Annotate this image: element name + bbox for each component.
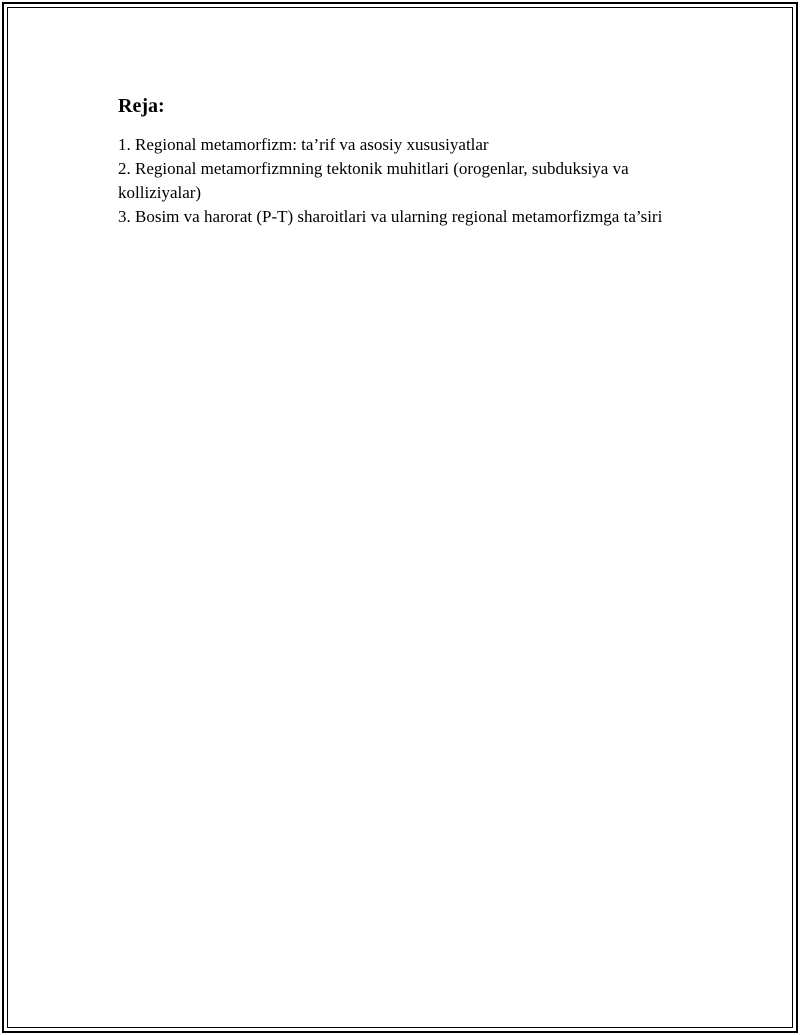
document-body bbox=[118, 93, 688, 229]
plan-item-2: 2. Regional metamorfizmning tektonik muhitlari (orogenlar, subduksiya va kolliziyalar) bbox=[118, 159, 629, 202]
plan-heading: Reja: bbox=[118, 95, 165, 117]
plan-list bbox=[118, 133, 688, 229]
plan-item-3: 3. Bosim va harorat (P-T) sharoitlari va ularning regional metamorfizmga ta’siri bbox=[118, 207, 663, 226]
plan-item-1: 1. Regional metamorfizm: ta’rif va asosiy xususiyatlar bbox=[118, 135, 489, 154]
